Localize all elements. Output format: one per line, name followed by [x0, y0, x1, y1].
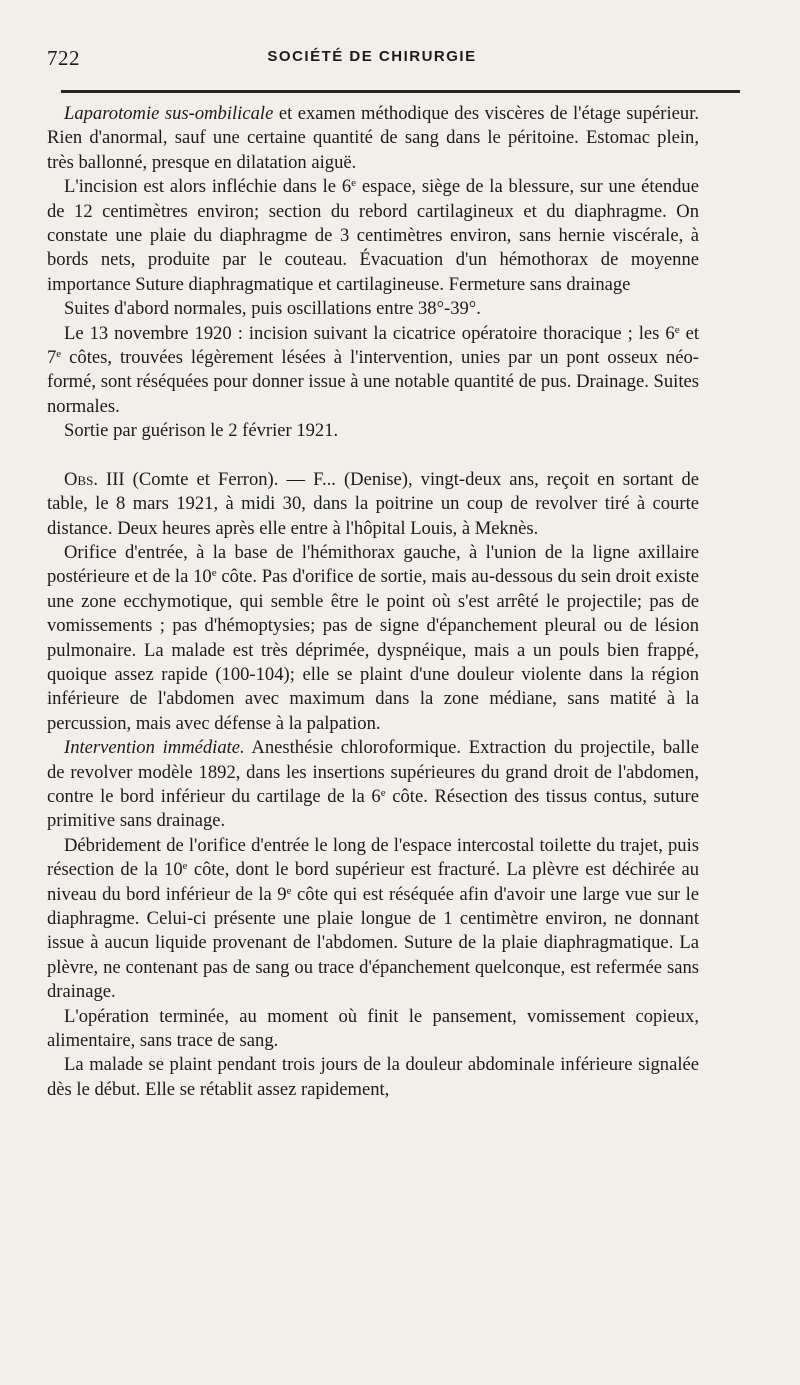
paragraph-text: côte qui est réséquée afin d'avoir une large vue sur le diaphragme. Celui-ci présente une plaie longue de 1 centimètre environ, ne donnant issue à aucun liquide provenant de l'abdomen. Suture de la plaie diaphragmatique. La plèvre, ne contenant pas de sang ou trace d'épanchement quelconque, est refermée sans drainage. [47, 883, 700, 1003]
paragraph-text: Le 13 novembre 1920 : incision suivant la cicatrice opératoire thoracique ; les 6 [64, 322, 675, 344]
paragraph-operation: L'opération terminée, au moment où finit le pansement, vomissement copieux, alimentaire, sans trace de sang. [47, 1005, 699, 1052]
paragraph-suites: Suites d'abord normales, puis oscillations entre 38°-39°. [64, 298, 481, 320]
paragraph-sortie: Sortie par guérison le 2 février 1921. [64, 420, 339, 442]
paragraph-text: L'incision est alors infléchie dans le 6 [64, 176, 352, 198]
paragraph-debridement [47, 834, 699, 1005]
paragraph-text: Orifice d'entrée, à la base de l'hémithorax gauche, à l'union de la ligne axillaire postérieure et de la 10 [47, 541, 699, 588]
superscript: e [674, 323, 680, 336]
paragraph-incision [47, 175, 699, 297]
document-page [47, 40, 700, 1100]
paragraph-text: côte. Pas d'orifice de sortie, mais au-dessous du sein droit existe une zone ecchymotique, qui semble être le point où s'est arrêté le projectile; pas de vomissements ; pas d'hémoptysies; pas de signe d'épanchement pleural ou de lésion pulmonaire. La malade est très déprimée, dyspnéique, mais a un pouls bien frappé, quoique assez rapide (100-104); elle se plaint d'une douleur violente dans la région inférieure de l'abdomen avec maximum dans la zone médiane, sans matité à la percussion, mais avec défense à la palpation. [47, 566, 699, 734]
paragraph-text: III (Comte et Ferron). — F... (Denise), vingt-deux ans, reçoit en sortant de table, le 8 mars 1921, à midi 30, dans la poitrine un coup de revolver tiré à courte distance. Deux heures après elle entre à l'hôpital Louis, à Meknès. [47, 468, 699, 539]
page-number: 722 [47, 46, 80, 70]
paragraph-laparotomie [47, 102, 699, 175]
paragraph-text: Anesthésie chloroformique. Extraction du projectile, balle de revolver modèle 1892, dans les insertions supérieures du grand droit de l'abdomen, contre le bord inférieur du cartilage de la 6 [47, 737, 699, 807]
observation-label: Obs. [64, 468, 98, 490]
paragraph-text: et examen méthodique des viscères de l'étage supérieur. Rien d'anormal, sauf une certaine quantité de sang dans le péritoine. Estomac plein, très ballonné, presque en dilatation aiguë. [47, 103, 700, 173]
paragraph-novembre [47, 322, 699, 420]
paragraph-text: et 7 [47, 322, 699, 369]
paragraph-lead: Laparotomie sus-ombilicale [64, 103, 274, 124]
paragraph-text: côte. Résection des tissus contus, suture primitive sans drainage. [47, 785, 699, 832]
body-text [47, 102, 699, 1102]
paragraph-observation-3 [47, 468, 699, 541]
header-rule [61, 90, 740, 93]
paragraph-orifice [47, 541, 699, 736]
superscript: e [286, 884, 292, 897]
paragraph-text: espace, siège de la blessure, sur une étendue de 12 centimètres environ; section du rebord cartilagineux et du diaphragme. On constate une plaie du diaphragme de 3 centimètres environ, sans hernie viscérale, à bords nets, produite par le couteau. Évacuation d'un hémothorax de moyenne importance Suture diaphragmatique et cartilagineuse. Fermeture sans drainage [47, 176, 699, 295]
superscript: e [211, 567, 217, 580]
superscript: e [182, 860, 188, 873]
paragraph-lead: Intervention immédiate. [64, 737, 245, 759]
page-header [47, 40, 697, 76]
running-title: SOCIÉTÉ DE CHIRURGIE [267, 48, 477, 65]
superscript: e [351, 177, 357, 190]
paragraph-text: côte, dont le bord supérieur est fracturé. La plèvre est déchirée au niveau du bord inférieur de la 9 [47, 859, 699, 905]
paragraph-malade: La malade se plaint pendant trois jours de la douleur abdominale inférieure signalée dès le début. Elle se rétablit assez rapidement, [47, 1054, 699, 1100]
superscript: e [380, 786, 386, 799]
paragraph-text: Débridement de l'orifice d'entrée le long de l'espace intercostal toilette du trajet, puis résection de la 10 [47, 834, 699, 881]
paragraph-text: côtes, trouvées légèrement lésées à l'intervention, unies par un pont osseux néo-formé, sont réséquées pour donner issue à une notable quantité de pus. Drainage. Suites normales. [47, 347, 699, 417]
paragraph-intervention [47, 736, 699, 834]
superscript: e [56, 348, 62, 361]
